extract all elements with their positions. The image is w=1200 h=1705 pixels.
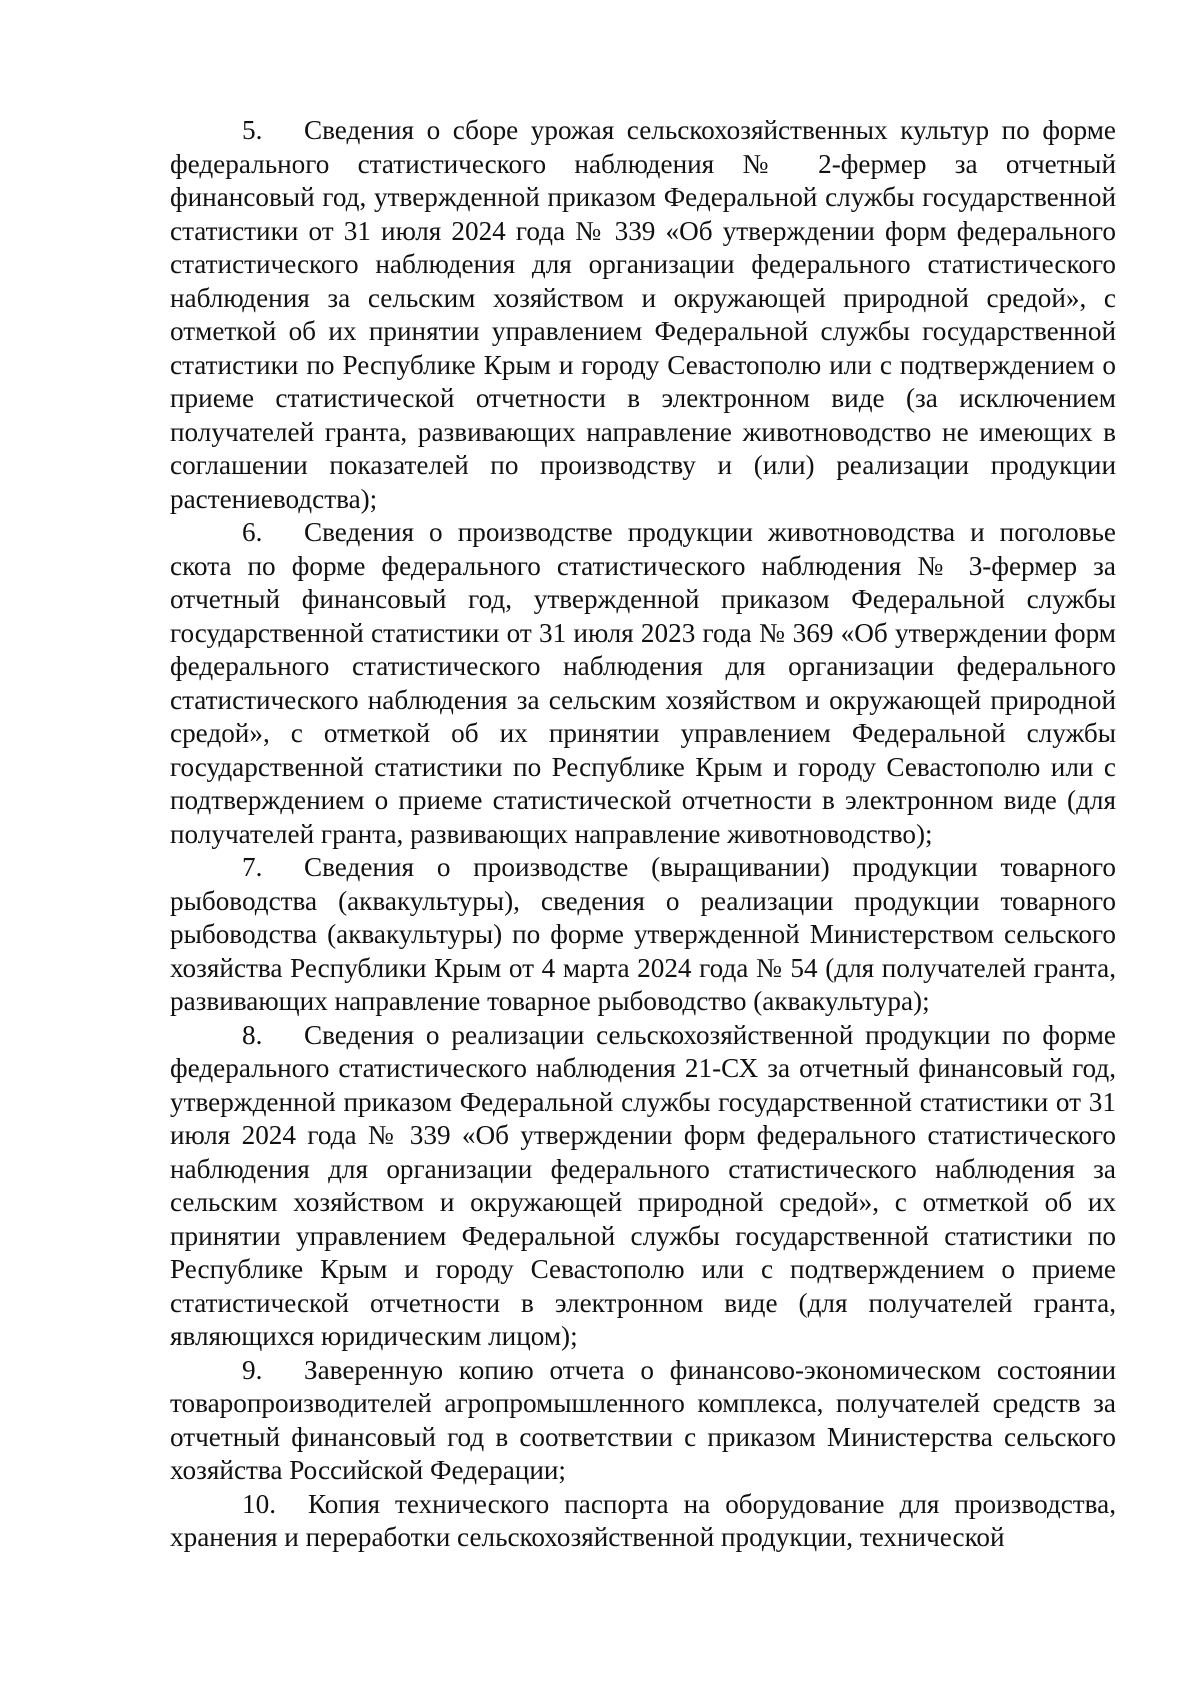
item-number: 7.	[242, 852, 263, 882]
list-item	[170, 1019, 1116, 1354]
item-number: 9.	[242, 1354, 263, 1385]
item-text: Сведения о производстве (выращивании) продукции товарного рыбоводства (аквакультуры), сведения о реализации продукции товарного рыбоводства (аквакультуры) по форме утвержденной Министерством сельского хозяйства Республики Крым от 4 марта 2024 года № 54 (для получателей гранта, развивающих направление товарное рыбоводство (аквакультура);	[170, 852, 1116, 1016]
item-number: 6.	[242, 517, 263, 547]
item-text: Сведения о производстве продукции животноводства и поголовье скота по форме федерального статистического наблюдения № 3-фермер за отчетный финансовый год, утвержденной приказом Федеральной службы государственной статистики от 31 июля 2023 года № 369 «Об утверждении форм федерального статистического наблюдения для организации федерального статистического наблюдения за сельским хозяйством и окружающей природной средой», с отметкой об их принятии управлением Федеральной службы государственной статистики по Республике Крым и городу Севастополю или с подтверждением о приеме статистической отчетности в электронном виде (для получателей гранта, развивающих направление животноводство);	[170, 517, 1116, 849]
list-item	[170, 516, 1116, 851]
list-item	[170, 851, 1116, 1019]
document-body	[170, 114, 1116, 1555]
item-number: 5.	[242, 115, 263, 145]
item-text: Заверенную копию отчета о финансово-экономическом состоянии товаропроизводителей агропромышленного комплекса, получателей средств за отчетный финансовый год в соответствии с приказом Министерства сельского хозяйства Российской Федерации;	[170, 1354, 1116, 1485]
item-text: Сведения о реализации сельскохозяйственной продукции по форме федерального статистического наблюдения 21-СХ за отчетный финансовый год, утвержденной приказом Федеральной службы государственной статистики от 31 июля 2024 года № 339 «Об утверждении форм федерального статистического наблюдения для организации федерального статистического наблюдения за сельским хозяйством и окружающей природной средой», с отметкой об их принятии управлением Федеральной службы государственной статистики по Республике Крым и городу Севастополю или с подтверждением о приеме статистической отчетности в электронном виде (для получателей гранта, являющихся юридическим лицом);	[170, 1019, 1116, 1351]
item-number: 8.	[242, 1019, 263, 1050]
list-item	[170, 1354, 1116, 1488]
item-number: 10.	[242, 1488, 276, 1519]
list-item	[170, 114, 1116, 516]
list-item	[170, 1488, 1116, 1555]
item-text: Сведения о сборе урожая сельскохозяйственных культур по форме федерального статистического наблюдения № 2-фермер за отчетный финансовый год, утвержденной приказом Федеральной службы государственной статистики от 31 июля 2024 года № 339 «Об утверждении форм федерального статистического наблюдения для организации федерального статистического наблюдения за сельским хозяйством и окружающей природной средой», с отметкой об их принятии управлением Федеральной службы государственной статистики по Республике Крым и городу Севастополю или с подтверждением о приеме статистической отчетности в электронном виде (за исключением получателей гранта, развивающих направление животноводство не имеющих в соглашении показателей по производству и (или) реализации продукции растениеводства);	[170, 115, 1116, 514]
item-text: Копия технического паспорта на оборудование для производства, хранения и переработки сельскохозяйственной продукции, технической	[170, 1488, 1116, 1552]
